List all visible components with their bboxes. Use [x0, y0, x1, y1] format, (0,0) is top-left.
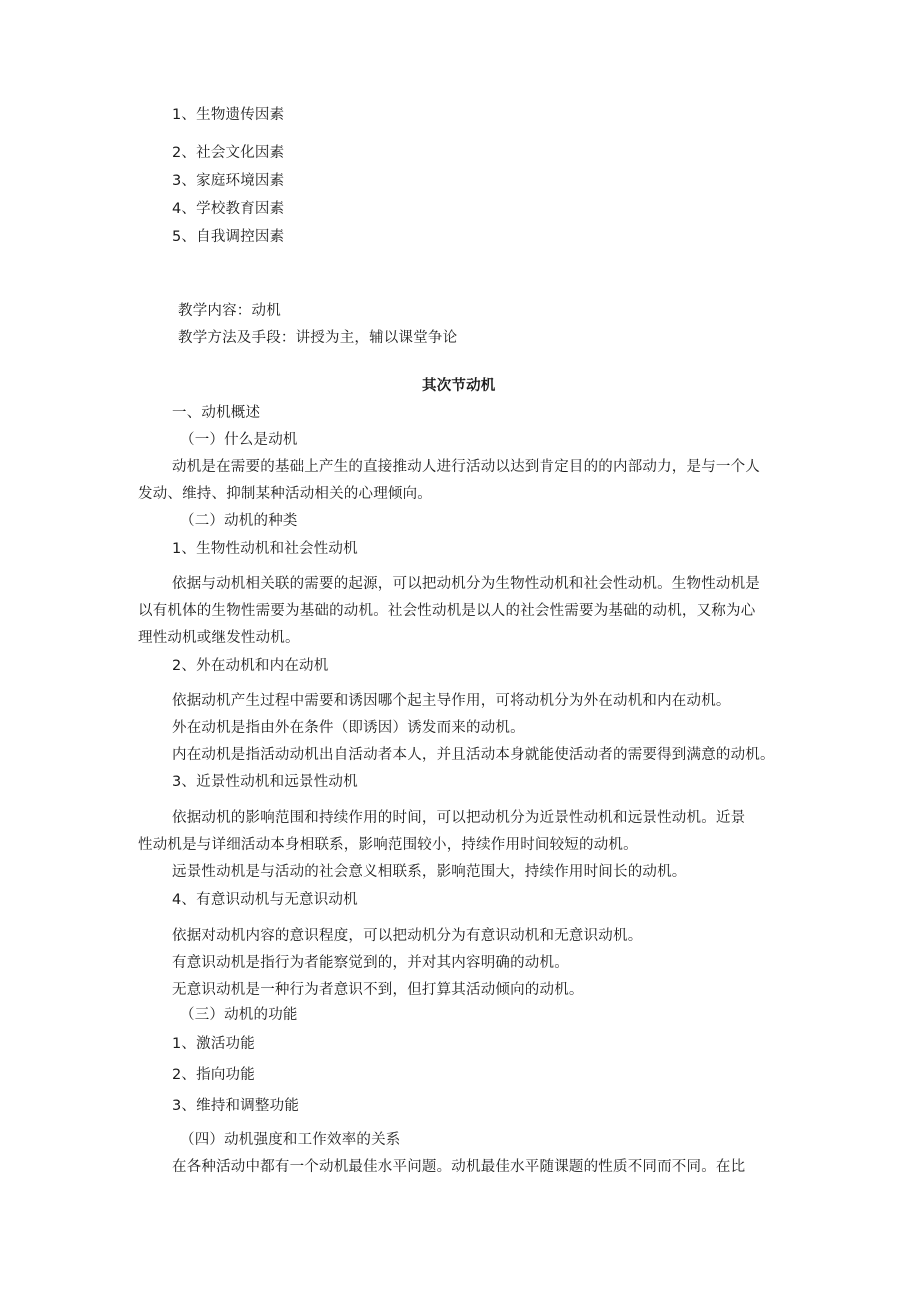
function-item: 1、激活功能: [172, 1036, 255, 1052]
paragraph-line: 理性动机或继发性动机。: [138, 630, 300, 646]
section-title: 其次节动机: [422, 378, 496, 394]
list-item: 2、社会文化因素: [172, 145, 285, 161]
list-item: 5、自我调控因素: [172, 229, 285, 245]
subheading-what-is-motivation: （一）什么是动机: [180, 432, 298, 448]
type-heading: 2、外在动机和内在动机: [172, 658, 329, 674]
paragraph-line: 无意识动机是一种行为者意识不到，但打算其活动倾向的动机。: [172, 982, 584, 998]
paragraph-line: 远景性动机是与活动的社会意义相联系，影响范围大，持续作用时间长的动机。: [172, 864, 687, 880]
paragraph-line: 内在动机是指活动动机出自活动者本人，并且活动本身就能使活动者的需要得到满意的动机。: [172, 747, 775, 763]
list-item: 4、学校教育因素: [172, 201, 285, 217]
paragraph-line: 有意识动机是指行为者能察觉到的，并对其内容明确的动机。: [172, 955, 569, 971]
paragraph-line: 依据动机产生过程中需要和诱因哪个起主导作用，可将动机分为外在动机和内在动机。: [172, 693, 731, 709]
function-item: 3、维持和调整功能: [172, 1098, 300, 1114]
type-heading: 3、近景性动机和远景性动机: [172, 774, 358, 790]
list-item: 3、家庭环境因素: [172, 173, 285, 189]
paragraph-line: 外在动机是指由外在条件（即诱因）诱发而来的动机。: [172, 720, 525, 736]
paragraph-line: 在各种活动中都有一个动机最佳水平问题。动机最佳水平随课题的性质不同而不同。在比: [172, 1159, 746, 1175]
function-item: 2、指向功能: [172, 1067, 255, 1083]
teaching-content: 教学内容：动机: [178, 303, 281, 319]
heading-overview: 一、动机概述: [172, 405, 261, 421]
type-heading: 4、有意识动机与无意识动机: [172, 892, 358, 908]
list-item: 1、生物遗传因素: [172, 107, 285, 123]
type-heading: 1、生物性动机和社会性动机: [172, 541, 358, 557]
subheading-functions: （三）动机的功能: [180, 1007, 298, 1023]
subheading-intensity: （四）动机强度和工作效率的关系: [180, 1132, 401, 1148]
paragraph-line: 动机是在需要的基础上产生的直接推动人进行活动以达到肯定目的的内部动力，是与一个人: [172, 459, 760, 475]
teaching-method: 教学方法及手段：讲授为主，辅以课堂争论: [178, 330, 458, 346]
paragraph-line: 依据与动机相关联的需要的起源，可以把动机分为生物性动机和社会性动机。生物性动机是: [172, 576, 760, 592]
paragraph-line: 依据对动机内容的意识程度，可以把动机分为有意识动机和无意识动机。: [172, 928, 643, 944]
paragraph-line: 性动机是与详细活动本身相联系，影响范围较小，持续作用时间较短的动机。: [138, 837, 638, 853]
paragraph-line: 以有机体的生物性需要为基础的动机。社会性动机是以人的社会性需要为基础的动机，又称为心: [138, 603, 756, 619]
paragraph-line: 依据动机的影响范围和持续作用的时间，可以把动机分为近景性动机和远景性动机。近景: [172, 810, 746, 826]
subheading-types: （二）动机的种类: [180, 513, 298, 529]
paragraph-line: 发动、维持、抑制某种活动相关的心理倾向。: [138, 486, 432, 502]
